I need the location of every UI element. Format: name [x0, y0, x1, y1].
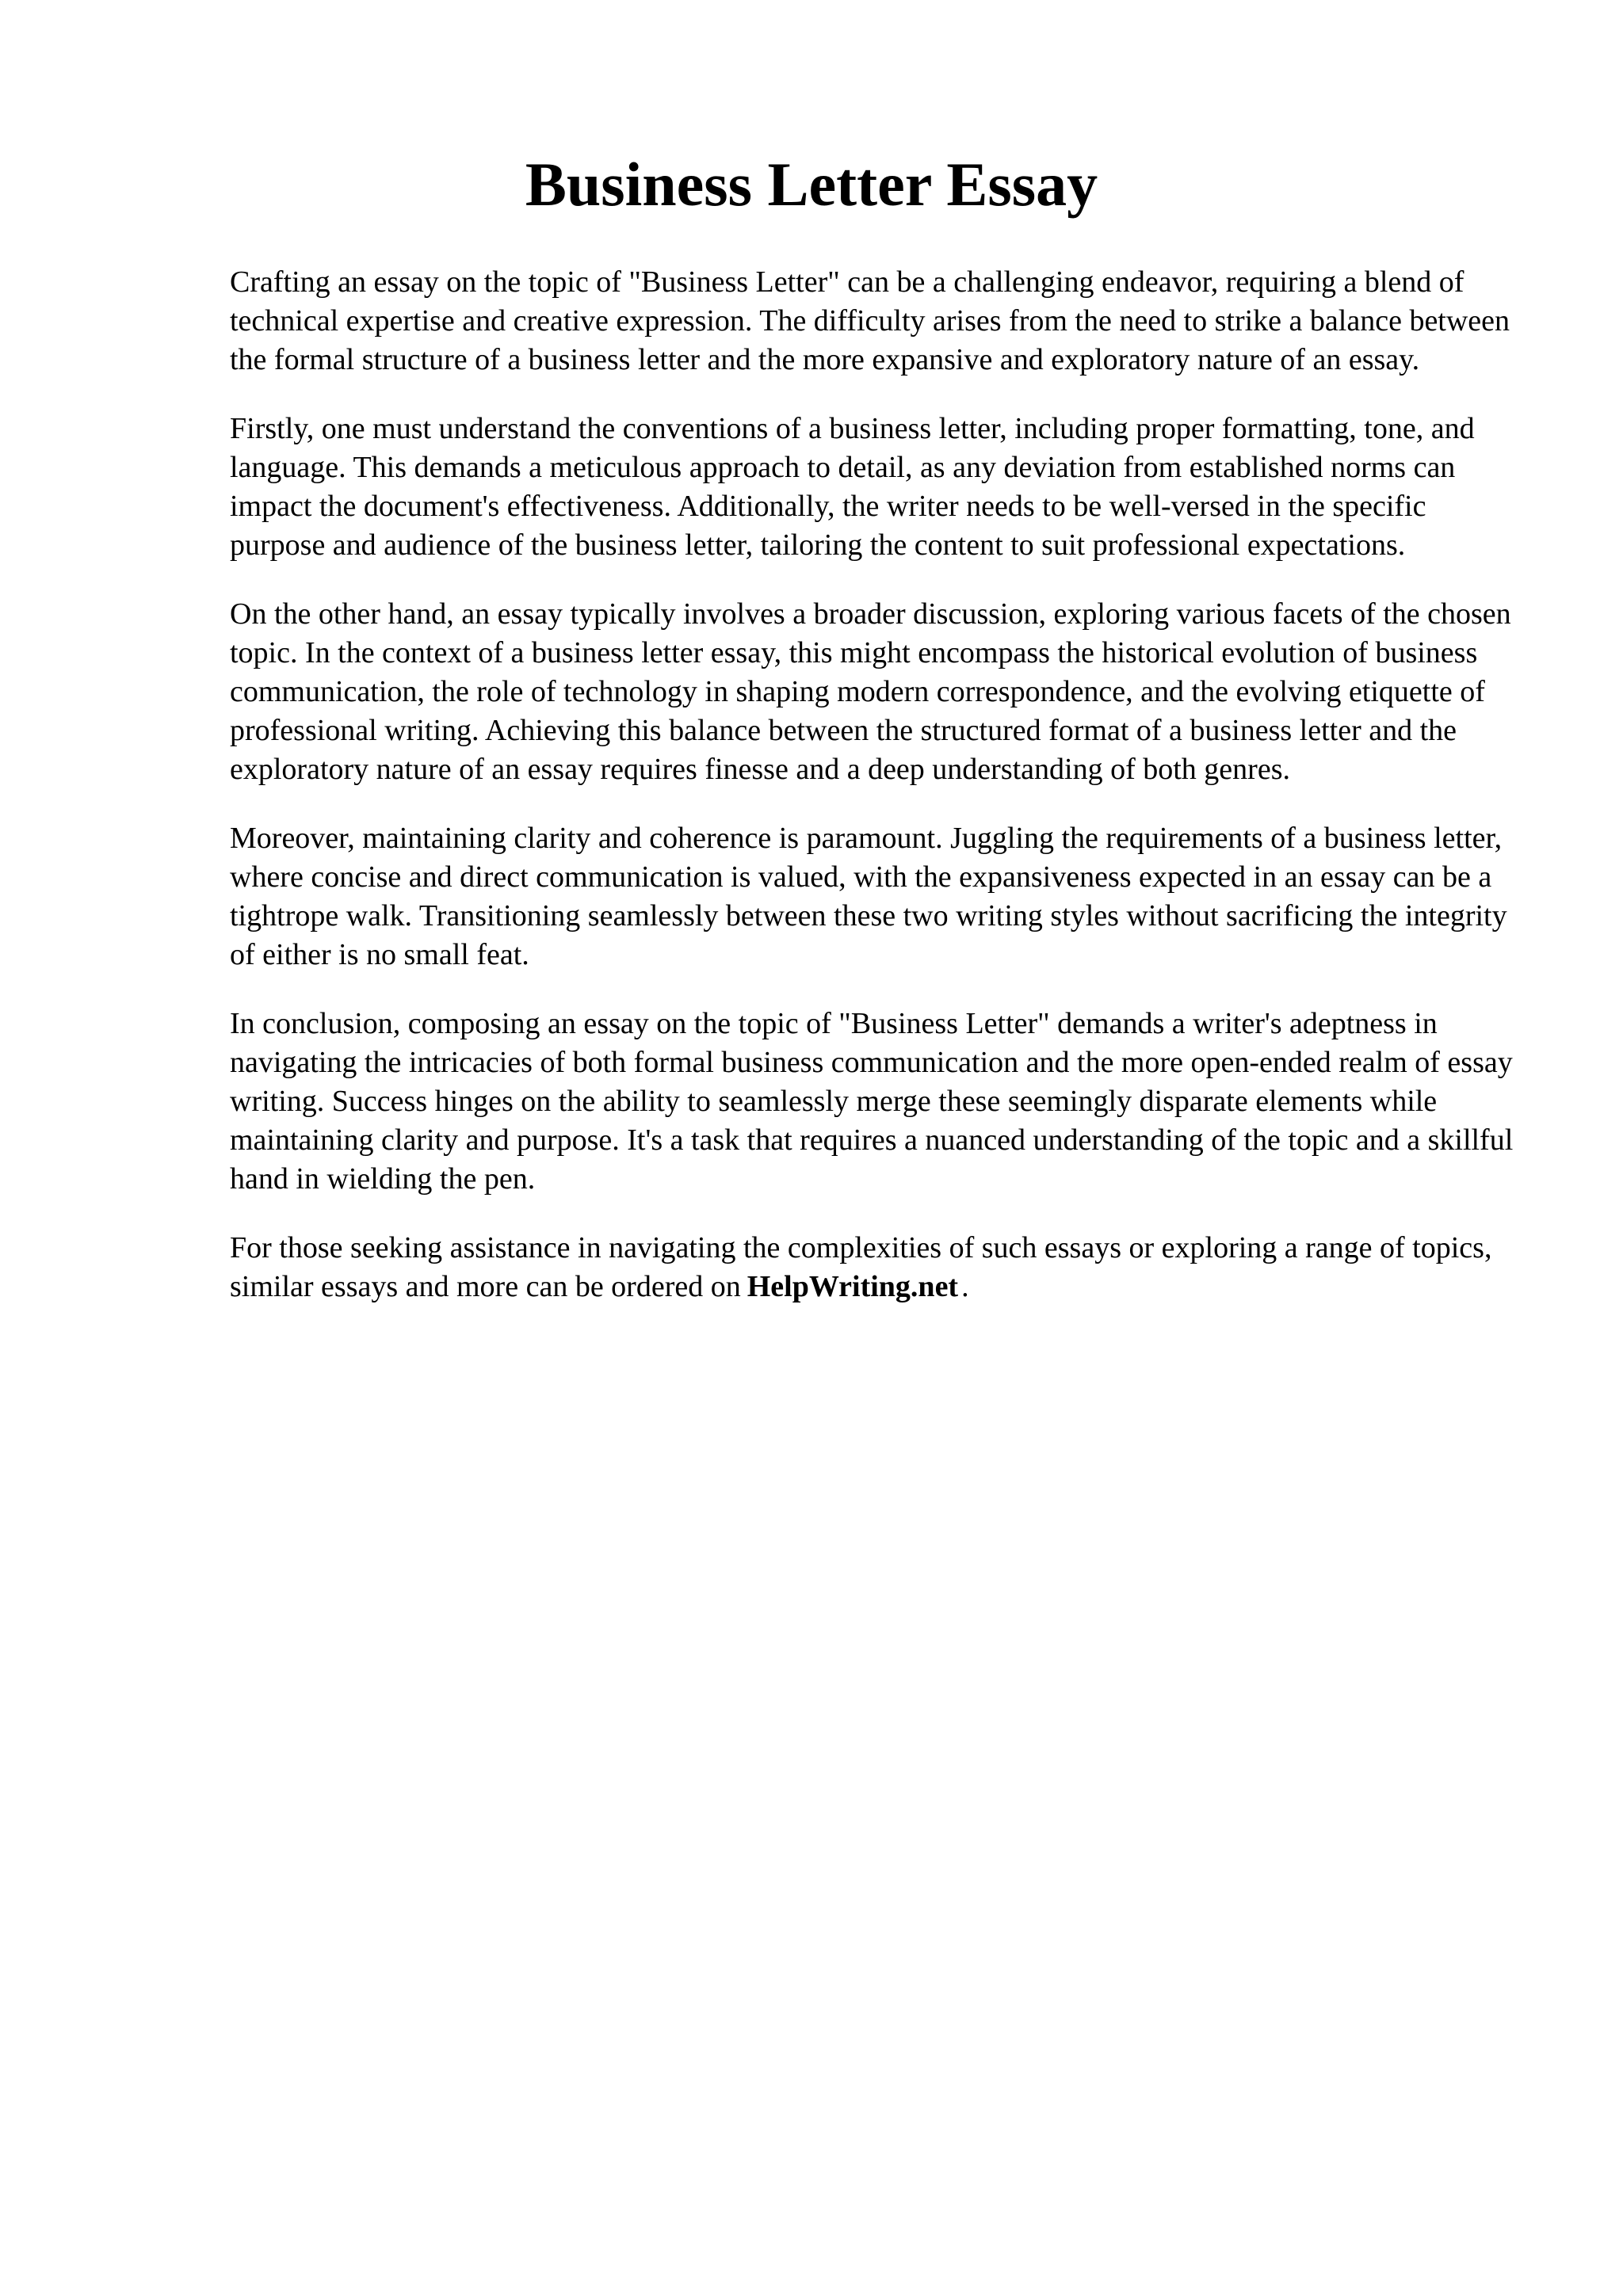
document-body — [230, 263, 1526, 1337]
document-title: Business Letter Essay — [525, 150, 1098, 219]
paragraph-4: Moreover, maintaining clarity and coherence is paramount. Juggling the requirements of a business letter, where concise and direct communication is valued, with the expansiveness expected in an essay can be a tightrope walk. Transitioning seamlessly between these two writing styles without sacrificing the integrity of either is no small feat. — [230, 822, 1507, 971]
closing-paragraph — [230, 1229, 1526, 1306]
paragraph-5: In conclusion, composing an essay on the topic of "Business Letter" demands a writer's adeptness in navigating the intricacies of both formal business communication and the more open-ended realm of essay writing. Success hinges on the ability to seamlessly merge these seemingly disparate elements while maintaining clarity and purpose. It's a task that requires a nuanced understanding of the topic and a skillful hand in wielding the pen. — [230, 1007, 1514, 1196]
paragraph-1: Crafting an essay on the topic of "Business Letter" can be a challenging endeavor, requiring a blend of technical expertise and creative expression. The difficulty arises from the need to strike a balance between the formal structure of a business letter and the more expansive and exploratory nature of an essay. — [230, 265, 1510, 376]
paragraph-3: On the other hand, an essay typically involves a broader discussion, exploring various facets of the chosen topic. In the context of a business letter essay, this might encompass the historical evolution of business communication, the role of technology in shaping modern correspondence, and the evolving etiquette of professional writing. Achieving this balance between the structured format of a business letter and the exploratory nature of an essay requires finesse and a deep understanding of both genres. — [230, 597, 1511, 786]
closing-text: For those seeking assistance in navigating the complexities of such essays or exploring a range of topics, similar essays and more can be ordered on — [230, 1231, 1492, 1303]
helpwriting-link[interactable]: HelpWriting.net — [747, 1270, 959, 1303]
paragraph-2: Firstly, one must understand the conventions of a business letter, including proper formatting, tone, and language. This demands a meticulous approach to detail, as any deviation from established norms can impact the document's effectiveness. Additionally, the writer needs to be well-versed in the specific purpose and audience of the business letter, tailoring the content to suit professional expectations. — [230, 412, 1475, 562]
closing-period: . — [961, 1270, 969, 1303]
